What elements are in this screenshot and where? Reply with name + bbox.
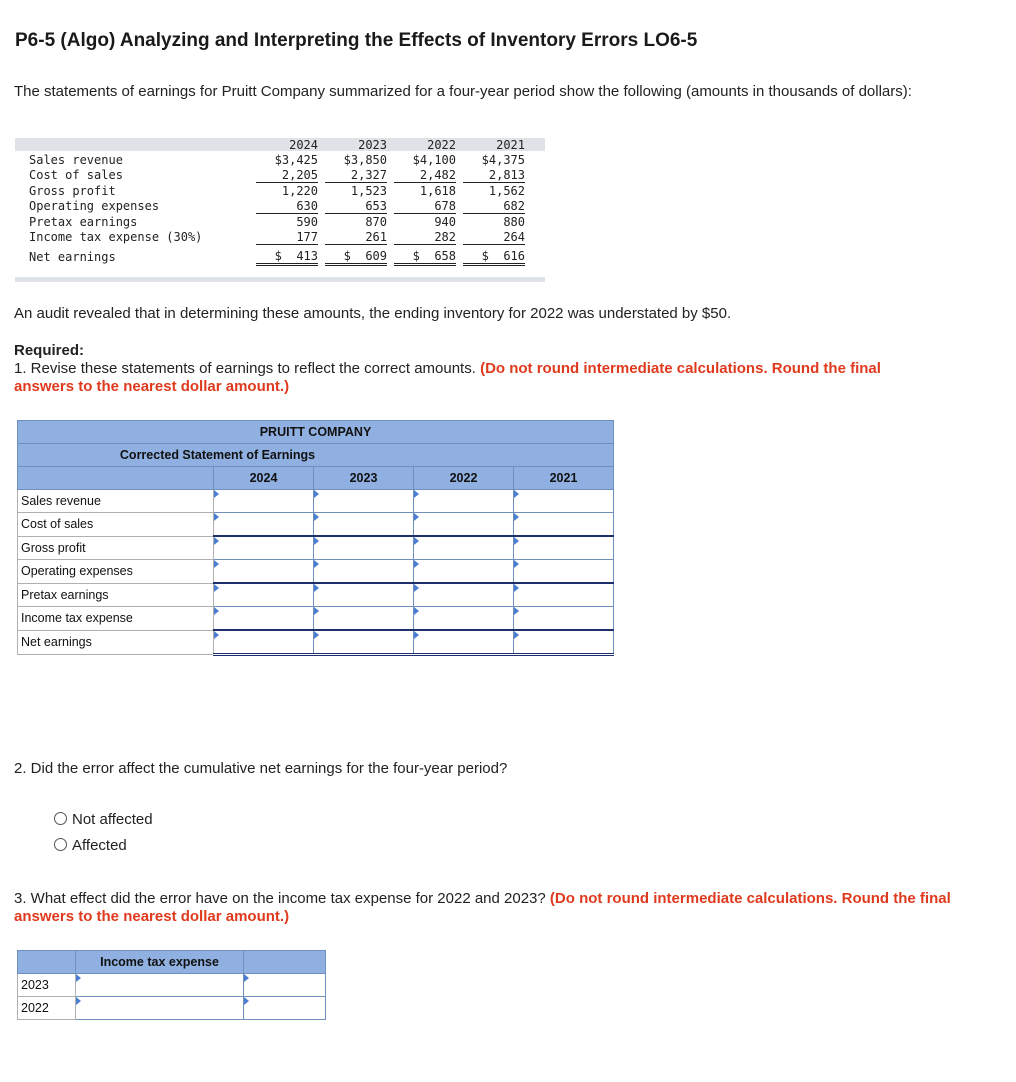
given-value: $ 658 [394,249,456,266]
opex-2024-input[interactable] [214,560,314,584]
net-2024-input[interactable] [214,630,314,655]
table-row [18,997,326,1020]
radio-label: Affected [72,837,127,854]
pretax-2022-input[interactable] [414,583,514,607]
given-value: 2,482 [394,168,456,183]
audit-text: An audit revealed that in determining these amounts, the ending inventory for 2022 was understated by $50. [14,305,732,322]
table-row [18,536,614,560]
table-row [18,974,326,997]
given-value: 678 [394,199,456,214]
cost-2022-input[interactable] [414,513,514,537]
net-2023-input[interactable] [314,630,414,655]
cost-2024-input[interactable] [214,513,314,537]
pretax-2024-input[interactable] [214,583,314,607]
given-value: 2,327 [325,168,387,183]
row-label: 2022 [18,997,76,1020]
given-label: Gross profit [29,184,116,198]
given-bottom-bar [15,277,545,282]
row-label: Operating expenses [18,560,214,584]
given-label: Sales revenue [29,153,123,167]
tax-2024-input[interactable] [214,607,314,631]
q3-note: (Do not round intermediate calculations. Round the final answers to the nearest dollar amount.) [14,890,951,925]
year-header: 2023 [314,467,414,490]
given-year: 2022 [427,138,456,152]
gross-2023-input[interactable] [314,536,414,560]
radio-circle-icon[interactable] [54,838,67,851]
given-value: 880 [503,215,525,229]
tax-header: Income tax expense [76,951,244,974]
tax-header-blank [18,951,76,974]
given-year: 2024 [289,138,318,152]
tax-2022-select[interactable] [76,997,244,1020]
page-title: P6-5 (Algo) Analyzing and Interpreting the Effects of Inventory Errors LO6-5 [15,30,698,51]
given-value: $ 609 [325,249,387,266]
table-row [18,560,614,584]
opex-2023-input[interactable] [314,560,414,584]
table-row [18,513,614,537]
row-label: Net earnings [18,630,214,655]
radio-affected[interactable] [54,837,127,854]
given-label: Pretax earnings [29,215,138,229]
radio-not-affected[interactable] [54,811,153,828]
given-value: 940 [434,215,456,229]
gross-2021-input[interactable] [514,536,614,560]
given-label: Operating expenses [29,199,160,213]
given-value: $ 413 [256,249,318,266]
sales-2024-input[interactable] [214,490,314,513]
year-header: 2022 [414,467,514,490]
given-value: 2,813 [463,168,525,183]
year-header: 2021 [514,467,614,490]
given-value: 630 [256,199,318,214]
sales-2023-input[interactable] [314,490,414,513]
row-label: Gross profit [18,536,214,560]
opex-2022-input[interactable] [414,560,514,584]
sales-2021-input[interactable] [514,490,614,513]
given-value: 590 [296,215,318,229]
q2-text: 2. Did the error affect the cumulative net earnings for the four-year period? [14,760,508,777]
q3-instruction: 3. What effect did the error have on the income tax expense for 2022 and 2023? [14,890,546,907]
table-row [18,490,614,513]
corrected-statement-table [17,420,614,656]
given-label: Income tax expense (30%) [29,230,203,244]
given-statement [15,138,545,281]
row-label: 2023 [18,974,76,997]
required-label: Required: [14,342,85,359]
q3-text [14,890,974,926]
tax-2023-select[interactable] [76,974,244,997]
net-2022-input[interactable] [414,630,514,655]
tax-2022-amount-input[interactable] [244,997,326,1020]
given-value: 261 [325,230,387,245]
q1-note: (Do not round intermediate calculations. Round the final answers to the nearest dollar amount.) [14,360,881,395]
net-2021-input[interactable] [514,630,614,655]
radio-label: Not affected [72,811,153,828]
tax-header-blank-2 [244,951,326,974]
intro-text: The statements of earnings for Pruitt Company summarized for a four-year period show the following (amounts in thousands of dollars): [14,83,912,100]
tax-2021-input[interactable] [514,607,614,631]
gross-2022-input[interactable] [414,536,514,560]
gross-2024-input[interactable] [214,536,314,560]
table-row [18,630,614,655]
given-value: $3,850 [343,153,387,167]
cost-2021-input[interactable] [514,513,614,537]
given-value: 653 [325,199,387,214]
company-header: PRUITT COMPANY [18,421,614,444]
given-value: 177 [256,230,318,245]
given-label: Net earnings [29,250,116,264]
given-value: $4,100 [412,153,456,167]
tax-2022-input[interactable] [414,607,514,631]
tax-2023-input[interactable] [314,607,414,631]
given-year: 2021 [496,138,525,152]
given-value: $4,375 [481,153,525,167]
given-value: 870 [365,215,387,229]
table-row [18,583,614,607]
given-value: 264 [463,230,525,245]
pretax-2021-input[interactable] [514,583,614,607]
given-value: $ 616 [463,249,525,266]
row-label: Cost of sales [18,513,214,537]
tax-2023-amount-input[interactable] [244,974,326,997]
given-value: 1,618 [419,184,456,198]
given-value: 1,220 [281,184,318,198]
statement-subtitle: Corrected Statement of Earnings [18,444,614,467]
given-value: 1,562 [488,184,525,198]
pretax-2023-input[interactable] [314,583,414,607]
given-value: $3,425 [274,153,318,167]
row-label: Pretax earnings [18,583,214,607]
opex-2021-input[interactable] [514,560,614,584]
given-label: Cost of sales [29,168,123,182]
given-value: 2,205 [256,168,318,183]
given-value: 1,523 [350,184,387,198]
year-header: 2024 [214,467,314,490]
row-label: Income tax expense [18,607,214,631]
given-year: 2023 [358,138,387,152]
given-value: 682 [463,199,525,214]
table-row [18,607,614,631]
cost-2023-input[interactable] [314,513,414,537]
q1-text [14,360,924,396]
q1-instruction: 1. Revise these statements of earnings to reflect the correct amounts. [14,360,476,377]
income-tax-table [17,950,326,1020]
given-value: 282 [394,230,456,245]
sales-2022-input[interactable] [414,490,514,513]
row-label: Sales revenue [18,490,214,513]
year-header-blank [18,467,214,490]
radio-circle-icon[interactable] [54,812,67,825]
